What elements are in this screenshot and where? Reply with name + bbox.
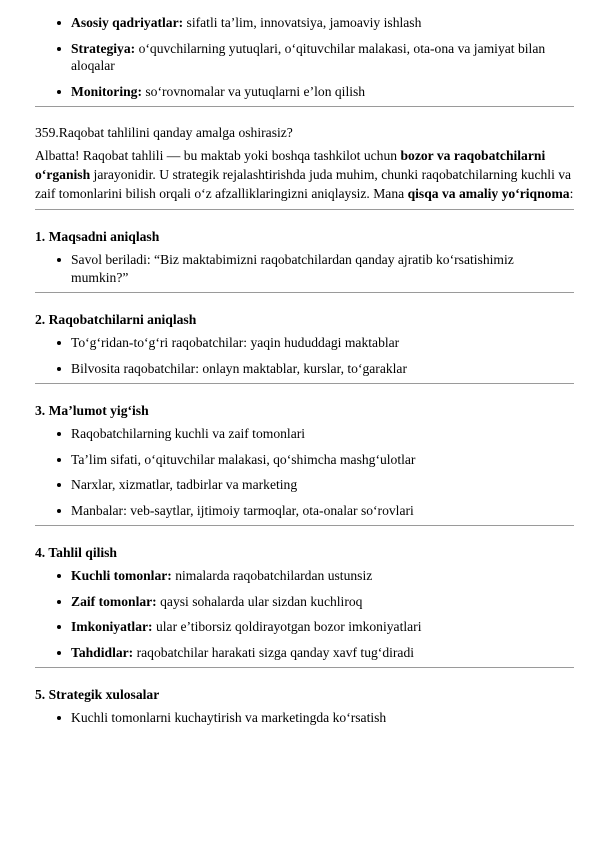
section-heading: 3. Ma’lumot yig‘ish — [35, 403, 149, 418]
list-item — [0, 451, 595, 469]
item-label: Imkoniyatlar: — [71, 619, 153, 634]
section-list — [0, 709, 595, 727]
item-text: raqobatchilar harakati sizga qanday xavf tug‘diradi — [133, 644, 415, 660]
list-item — [0, 502, 595, 520]
divider — [35, 209, 574, 210]
item-label: Asosiy qadriyatlar: — [71, 15, 184, 30]
list-item — [0, 334, 595, 352]
answer-emphasis: bozor va raqobatchilarni o‘rganish — [35, 148, 546, 182]
intro-list — [0, 14, 595, 100]
item-label: Zaif tomonlar: — [71, 593, 157, 609]
item-text: nimalarda raqobatchilardan ustunsiz — [171, 568, 373, 583]
section-list — [0, 567, 595, 661]
divider — [35, 525, 574, 526]
list-item — [0, 593, 595, 611]
answer-emphasis: qisqa va amaliy yo‘riqnoma — [407, 186, 570, 201]
section-heading: 4. Tahlil qilish — [35, 545, 117, 560]
question-text: 359.Raqobat tahlilini qanday amalga oshirasiz? — [35, 125, 293, 140]
item-label: Tahdidlar: — [71, 644, 134, 660]
item-text: ular e’tiborsiz qoldirayotgan bozor imkoniyatlari — [152, 619, 422, 634]
list-item — [0, 360, 595, 378]
item-text: Raqobatchilarning kuchli va zaif tomonlari — [71, 426, 306, 441]
item-text: Bilvosita raqobatchilar: onlayn maktablar, kurslar, to‘garaklar — [71, 360, 407, 376]
answer-text: : — [569, 186, 574, 201]
divider — [35, 667, 574, 668]
list-item — [0, 40, 595, 75]
item-text: Savol beriladi: “Biz maktabimizni raqobatchilardan qanday ajratib ko‘rsatishimiz mumkin?” — [71, 252, 514, 285]
section-heading: 5. Strategik xulosalar — [35, 687, 160, 702]
section-heading: 2. Raqobatchilarni aniqlash — [35, 312, 197, 327]
item-text: To‘g‘ridan-to‘g‘ri raqobatchilar: yaqin hududdagi maktablar — [71, 335, 400, 350]
list-item — [0, 567, 595, 585]
divider — [35, 106, 574, 107]
list-item — [0, 644, 595, 662]
list-item — [0, 425, 595, 443]
item-label: Monitoring: — [71, 83, 142, 99]
item-text: Ta’lim sifati, o‘qituvchilar malakasi, qo‘shimcha mashg‘ulotlar — [71, 451, 416, 467]
list-item — [0, 476, 595, 494]
answer-text: jarayonidir. U strategik rejalashtirishda juda muhim, chunki raqobatchilarning kuchli va zaif tomonlarini bilish orqali o‘z afzalliklaringizni aniqlaysiz. Mana — [35, 167, 572, 201]
item-text: qaysi sohalarda ular sizdan kuchliroq — [156, 593, 363, 609]
item-label: Strategiya: — [71, 40, 136, 56]
section-heading: 1. Maqsadni aniqlash — [35, 229, 160, 244]
item-text: sifatli ta’lim, innovatsiya, jamoaviy ishlash — [183, 15, 422, 30]
item-text: Manbalar: veb-saytlar, ijtimoiy tarmoqlar, ota-onalar so‘rovlari — [71, 502, 414, 518]
divider — [35, 292, 574, 293]
answer-text: Albatta! Raqobat tahlili — bu maktab yoki boshqa tashkilot uchun — [35, 148, 401, 163]
list-item — [0, 14, 595, 32]
list-item — [0, 251, 595, 286]
list-item — [0, 709, 595, 727]
item-text: Narxlar, xizmatlar, tadbirlar va marketing — [71, 477, 298, 492]
list-item — [0, 618, 595, 636]
item-label: Kuchli tomonlar: — [71, 568, 172, 583]
answer-paragraph — [0, 146, 595, 203]
item-text: Kuchli tomonlarni kuchaytirish va marketingda ko‘rsatish — [71, 710, 387, 725]
divider — [35, 383, 574, 384]
section-list — [0, 425, 595, 519]
section-list — [0, 251, 595, 286]
item-text: so‘rovnomalar va yutuqlarni e’lon qilish — [141, 83, 366, 99]
section-list — [0, 334, 595, 377]
list-item — [0, 83, 595, 101]
item-text: o‘quvchilarning yutuqlari, o‘qituvchilar malakasi, ota-ona va jamiyat bilan aloqalar — [71, 40, 546, 73]
